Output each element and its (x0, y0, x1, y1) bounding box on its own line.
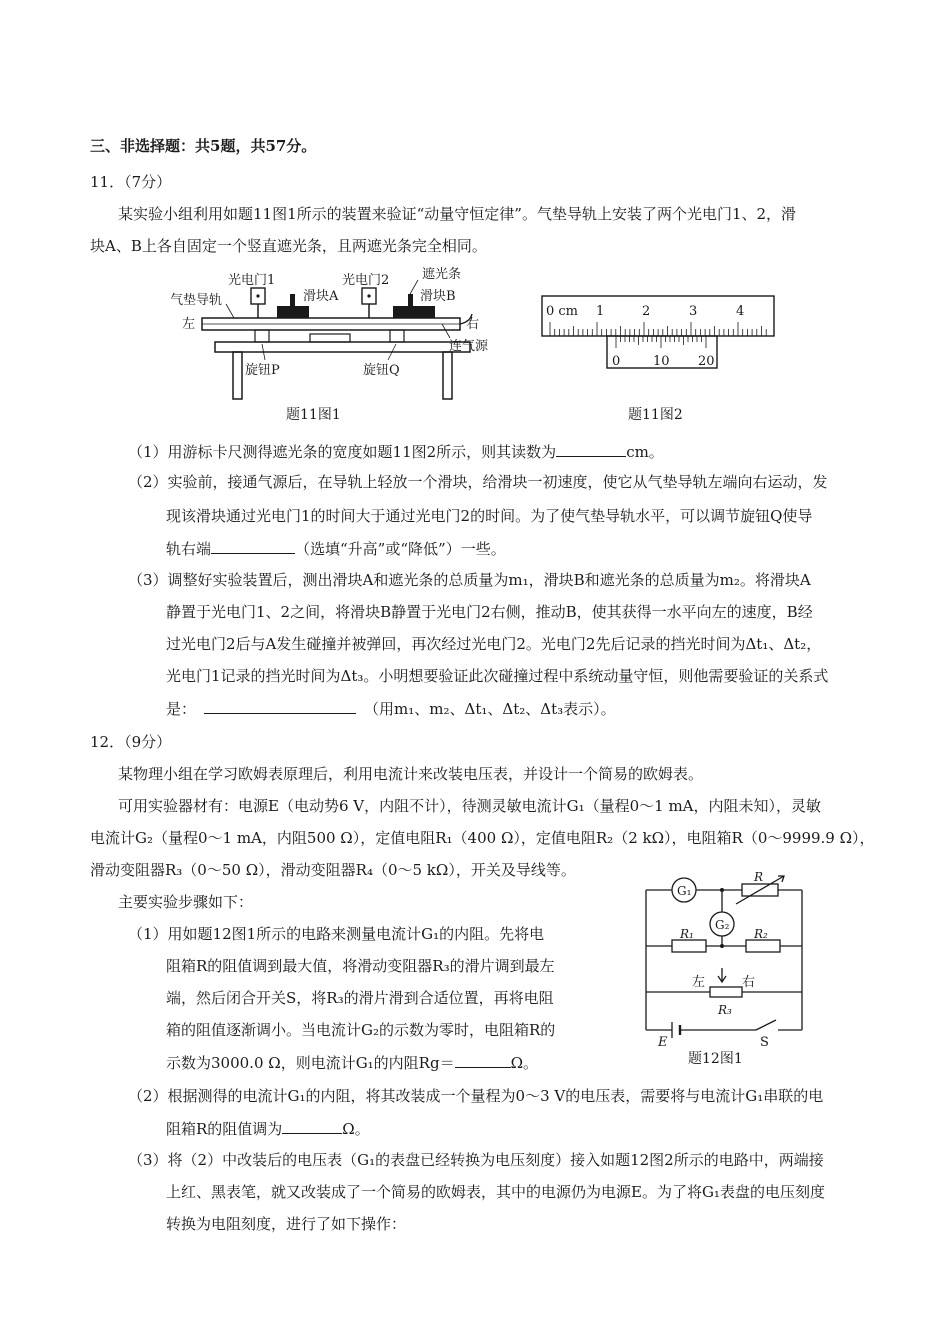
slider-a (277, 306, 309, 318)
table-leg-right (443, 352, 452, 399)
q12-number: 12．（9分） (90, 733, 172, 751)
label-r: R (754, 870, 764, 884)
rheostat-r3 (710, 987, 742, 997)
q12-steps-title: 主要实验步骤如下： (118, 893, 254, 911)
label-slider-a: 滑块A (303, 289, 339, 304)
q11-part3-line-2: 静置于光电门1、2之间，将滑块B静置于光电门2右侧，推动B，使其获得一水平向左的速度，B经 (166, 603, 813, 621)
fig12-1-caption: 题12图1 (688, 1051, 743, 1067)
q12-part1-line-4: 箱的阻值逐渐调小。当电流计G₂的示数为零时，电阻箱R的 (166, 1021, 556, 1039)
main-label-4: 4 (736, 304, 745, 319)
shade-strip (408, 294, 413, 306)
q12-part3-line-1: （3）将（2）中改装后的电压表（G₁的表盘已经转换为电压刻度）接入如题12图2所示的电路中，两端接 (128, 1151, 824, 1169)
label-s: S (760, 1035, 769, 1048)
q11-part3-line-1: （3）调整好实验装置后，测出滑块A和遮光条的总质量为m₁，滑块B和遮光条的总质量为m₂。将滑块A (128, 571, 811, 589)
answer-blank-q11-3[interactable] (204, 698, 356, 714)
answer-blank-q11-1[interactable] (556, 441, 626, 457)
slider-b (393, 306, 435, 318)
q12-part3-line-2: 上红、黑表笔，就又改装成了一个简易的欧姆表，其中的电源仍为电源E。为了将G₁表盘的电压刻度 (166, 1183, 825, 1201)
caliper-diagram (540, 294, 780, 374)
label-knob-p: 旋钮P (245, 363, 280, 378)
fig11-1-caption: 题11图1 (286, 407, 341, 423)
label-track: 气垫导轨 (170, 293, 223, 308)
q12-part2-line-2: 阻箱R的阻值调为 Ω。 (166, 1120, 370, 1138)
label-knob-q: 旋钮Q (363, 363, 400, 378)
q12-part1-line-1: （1）用如题12图1所示的电路来测量电流计G₁的内阻。先将电 (128, 925, 545, 943)
main-label-1: 1 (596, 304, 605, 319)
q11-part1: （1）用游标卡尺测得遮光条的宽度如题11图2所示，则其读数为 cm。 (128, 443, 664, 461)
switch-s (756, 1020, 776, 1030)
table-leg-left (233, 352, 242, 399)
vernier-label-10: 10 (653, 354, 670, 369)
label-left-end: 左 (692, 975, 706, 990)
q12-intro: 某物理小组在学习欧姆表原理后，利用电流计来改装电压表，并设计一个简易的欧姆表。 (118, 765, 704, 783)
answer-blank-q12-2[interactable] (282, 1118, 342, 1134)
q12-equipment-line-2: 电流计G₂（量程0～1 mA，内阻500 Ω），定值电阻R₁（400 Ω），定值电阻R₂（2 kΩ），电阻箱R（0～9999.9 Ω）， (90, 829, 875, 847)
knob-p (255, 330, 269, 342)
fig11-2-caliper (540, 294, 780, 374)
q11-number: 11．（7分） (90, 173, 172, 191)
q11-intro-line-1: 某实验小组利用如题11图1所示的装置来验证“动量守恒定律”。气垫导轨上安装了两个光电门1、2，滑 (118, 205, 797, 223)
label-e: E (658, 1035, 668, 1048)
q12-part1-line-3: 端，然后闭合开关S，将R₃的滑片滑到合适位置，再将电阻 (166, 989, 554, 1007)
fig11-2-caption: 题11图2 (628, 407, 683, 423)
label-r1: R₁ (680, 927, 694, 941)
circuit-diagram (636, 870, 816, 1048)
q11-part3-line-3: 过光电门2后与A发生碰撞并被弹回，再次经过光电门2。光电门2先后记录的挡光时间为Δt₁、Δt₂， (166, 635, 822, 653)
q11-part2-line-1: （2）实验前，接通气源后，在导轨上轻放一个滑块，给滑块一初速度，使它从气垫导轨左端向右运动，发 (128, 473, 828, 491)
main-label-0: 0 cm (546, 304, 579, 319)
q12-part3-line-3: 转换为电阻刻度，进行了如下操作： (166, 1215, 407, 1233)
label-right: 右 (466, 317, 480, 332)
air-track-diagram (170, 262, 500, 400)
q12-part2-line-1: （2）根据测得的电流计G₁的内阻，将其改装成一个量程为0～3 V的电压表，需要将与电流计G₁串联的电 (128, 1087, 824, 1105)
fig11-1-air-track (170, 262, 500, 400)
answer-blank-q12-1[interactable] (455, 1052, 511, 1068)
section-header: 三、非选择题：共5题，共57分。 (90, 137, 317, 155)
label-shade: 遮光条 (422, 267, 462, 282)
main-label-3: 3 (689, 304, 698, 319)
q11-part3-line-5: 是： （用m₁、m₂、Δt₁、Δt₂、Δt₃表示）。 (166, 700, 616, 718)
q12-equipment-line-3: 滑动变阻器R₃（0～50 Ω），滑动变阻器R₄（0～5 kΩ），开关及导线等。 (90, 861, 576, 879)
label-gate2: 光电门2 (342, 273, 390, 288)
resistor-r1 (672, 940, 706, 952)
label-g1: G₁ (677, 884, 692, 898)
table-top (215, 342, 470, 352)
main-label-2: 2 (642, 304, 651, 319)
knob-q (390, 330, 404, 342)
label-right-end: 右 (742, 975, 756, 990)
q12-part1-line-5: 示数为3000.0 Ω，则电流计G₁的内阻Rg＝ Ω。 (166, 1054, 539, 1072)
label-g2: G₂ (715, 918, 730, 932)
answer-blank-q11-2[interactable] (211, 538, 295, 554)
vernier-label-20: 20 (698, 354, 715, 369)
resistor-r2 (746, 940, 780, 952)
q12-part1-line-2: 阻箱R的阻值调到最大值，将滑动变阻器R₃的滑片调到最左 (166, 957, 555, 975)
label-slider-b: 滑块B (420, 289, 456, 304)
q12-equipment-line-1: 可用实验器材有：电源E（电动势6 V，内阻不计），待测灵敏电流计G₁（量程0～1 mA，内阻未知），灵敏 (118, 797, 822, 815)
label-r3: R₃ (718, 1003, 732, 1017)
vernier-label-0: 0 (612, 354, 621, 369)
q11-part3-line-4: 光电门1记录的挡光时间为Δt₃。小明想要验证此次碰撞过程中系统动量守恒，则他需要验证的关系式 (166, 667, 829, 685)
label-r2: R₂ (754, 927, 768, 941)
label-left: 左 (182, 317, 196, 332)
q11-intro-line-2: 块A、B上各自固定一个竖直遮光条，且两遮光条完全相同。 (90, 237, 487, 255)
label-gate1: 光电门1 (228, 273, 276, 288)
q11-part2-line-3: 轨右端 （选填“升高”或“降低”）一些。 (166, 540, 506, 558)
label-air: 连气源 (449, 339, 489, 354)
q11-part2-line-2: 现该滑块通过光电门1的时间大于通过光电门2的时间。为了使气垫导轨水平，可以调节旋钮Q使导 (166, 507, 813, 525)
fig12-1-circuit (636, 870, 816, 1048)
